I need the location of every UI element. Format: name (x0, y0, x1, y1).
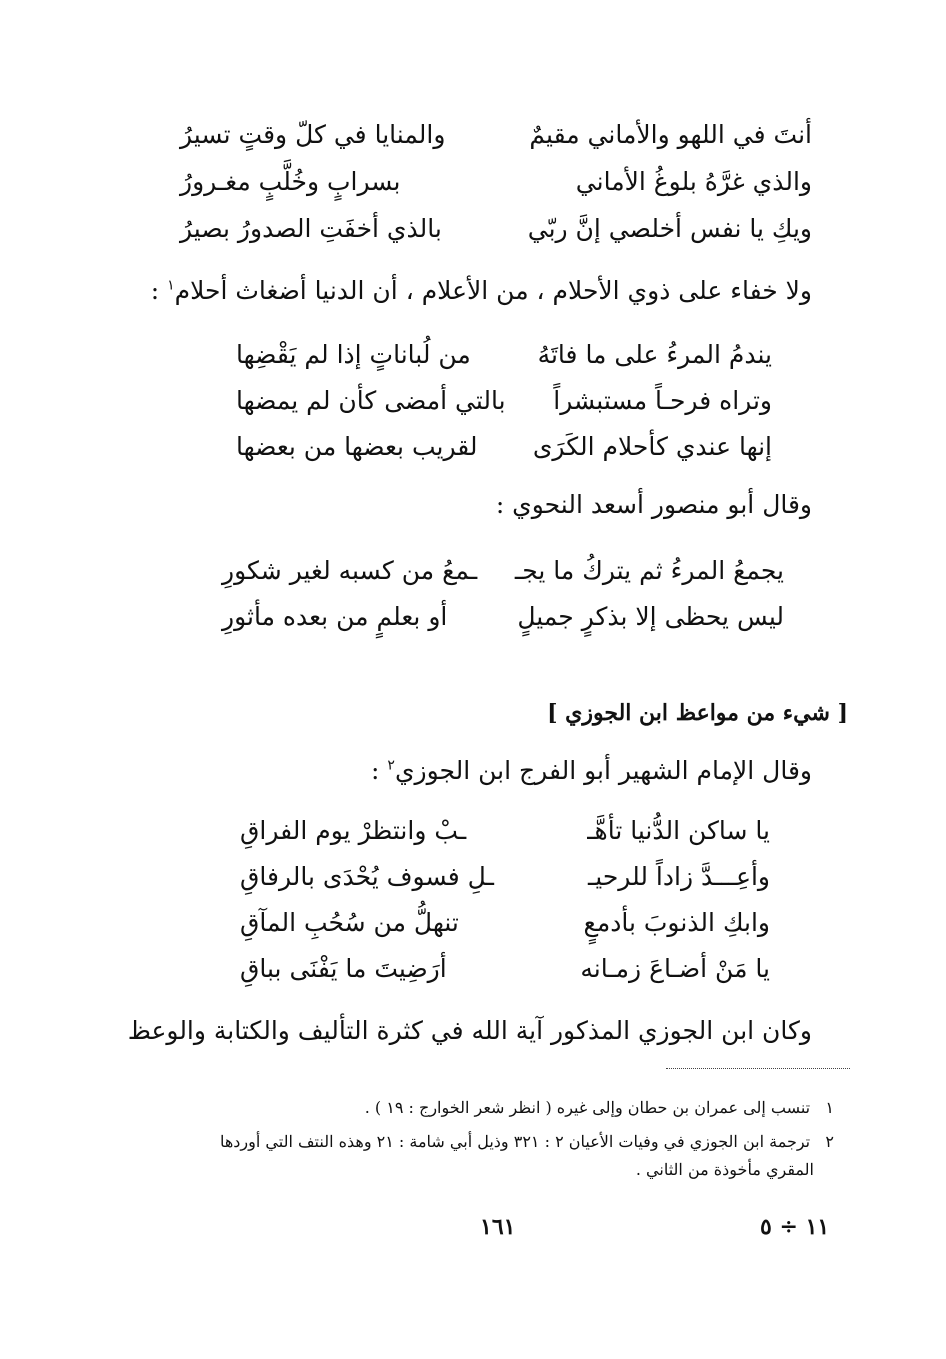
paragraph: وكان ابن الجوزي المذكور آية الله في كثرة التأليف والكتابة والوعظ (127, 1016, 812, 1045)
hemistich-second: ـلِ فسوف يُحْدَى بالرفاقِ (240, 862, 494, 891)
hemistich-first: يا ساكن الدُّنيا تأهَّـ (587, 816, 770, 845)
hemistich-first: يندمُ المرءُ على ما فاتَهُ (537, 340, 772, 369)
hemistich-second: أو بعلمٍ من بعده مأثورِ (222, 602, 448, 631)
hemistich-second: والمنايا في كلّ وقتٍ تسيرُ (180, 120, 446, 149)
footnote (365, 1098, 834, 1117)
paragraph-text: ولا خفاء على ذوي الأحلام ، من الأعلام ، أن الدنيا أضغاث أحلام (174, 276, 812, 305)
hemistich-second: بالذي أخفَتِ الصدورُ بصيرُ (180, 214, 442, 243)
hemistich-first: إنها عندي كأحلام الكَرَى (532, 432, 772, 461)
paragraph: ولا خفاء على ذوي الأحلام ، من الأعلام ، أن الدنيا أضغاث أحلام$^١$ : (150, 276, 812, 305)
hemistich-second: ـبْ وانتظرْ يوم الفراقِ (240, 816, 467, 845)
verse (180, 167, 812, 211)
paragraph-text: وقال الإمام الشهير أبو الفرج ابن الجوزي (394, 756, 812, 785)
hemistich-second: لقريب بعضها من بعضها (236, 432, 478, 461)
hemistich-first: والذي غرَّهُ بلوغُ الأماني (575, 167, 812, 196)
footnote (220, 1132, 834, 1151)
hemistich-first: وأعِـــدَّ زاداً للرحيـ (587, 862, 770, 891)
verse (240, 862, 770, 906)
verse (236, 432, 772, 476)
footnote-separator (666, 1068, 850, 1069)
hemistich-second: بالتي أمضى كأن لم يمضها (236, 386, 506, 415)
footnote-marker: ١ (167, 277, 175, 294)
hemistich-first: ليس يحظى إلا بذكرٍ جميلٍ (517, 602, 784, 631)
verse (236, 386, 772, 430)
paragraph: وقال الإمام الشهير أبو الفرج ابن الجوزي$^٢$ : (371, 756, 812, 785)
section-heading: [ شيء من مواعظ ابن الجوزي ] (547, 700, 848, 726)
verse (240, 908, 770, 952)
verse (222, 602, 784, 646)
verse (180, 214, 812, 258)
verse (240, 816, 770, 860)
verse (180, 120, 812, 164)
paragraph: وقال أبو منصور أسعد النحوي : (495, 490, 812, 519)
footnote-text: ترجمة ابن الجوزي في وفيات الأعيان ٢ : ٣٢١ وذيل أبي شامة : ٢١ وهذه النتف التي أوردها (219, 1132, 811, 1151)
printer-signature: ١١ ÷ ٥ (760, 1214, 830, 1240)
footnote-text: تنسب إلى عمران بن حطان وإلى غيره ( انظر شعر الخوارج : ١٩ ) . (364, 1098, 811, 1117)
verse (240, 954, 770, 998)
hemistich-first: يجمعُ المرءُ ثم يتركُ ما يجـ (514, 556, 784, 585)
hemistich-first: وتراه فرحـاً مستبشراً (553, 386, 772, 415)
hemistich-first: أنتَ في اللهو والأماني مقيمٌ (529, 120, 812, 149)
footnote-continuation: المقري مأخوذة من الثاني . (635, 1160, 814, 1179)
hemistich-second: ـمعُ من كسبه لغير شكورِ (222, 556, 478, 585)
page-number: ١٦١ (480, 1214, 516, 1240)
footnote-number: ١ (825, 1098, 834, 1117)
hemistich-second: بسرابٍ وخُلَّبٍ مغـرورُ (180, 167, 401, 196)
hemistich-second: من لُباناتٍ إذا لم يَقْضِها (236, 340, 471, 369)
hemistich-first: يا مَنْ أضـاعَ زمـانه (580, 954, 770, 983)
footnote-marker: ٢ (387, 757, 395, 774)
verse (236, 340, 772, 384)
hemistich-second: أرَضِيتَ ما يَفْنَى بباقِ (240, 954, 447, 983)
verse (222, 556, 784, 600)
hemistich-first: وابكِ الذنوبَ بأدمعٍ (583, 908, 770, 937)
footnote-number: ٢ (825, 1132, 834, 1151)
hemistich-first: ويكِ يا نفس أخلصي إنَّ ربّي (527, 214, 812, 243)
hemistich-second: تنهلُّ من سُحُبِ المآقِ (240, 908, 459, 937)
